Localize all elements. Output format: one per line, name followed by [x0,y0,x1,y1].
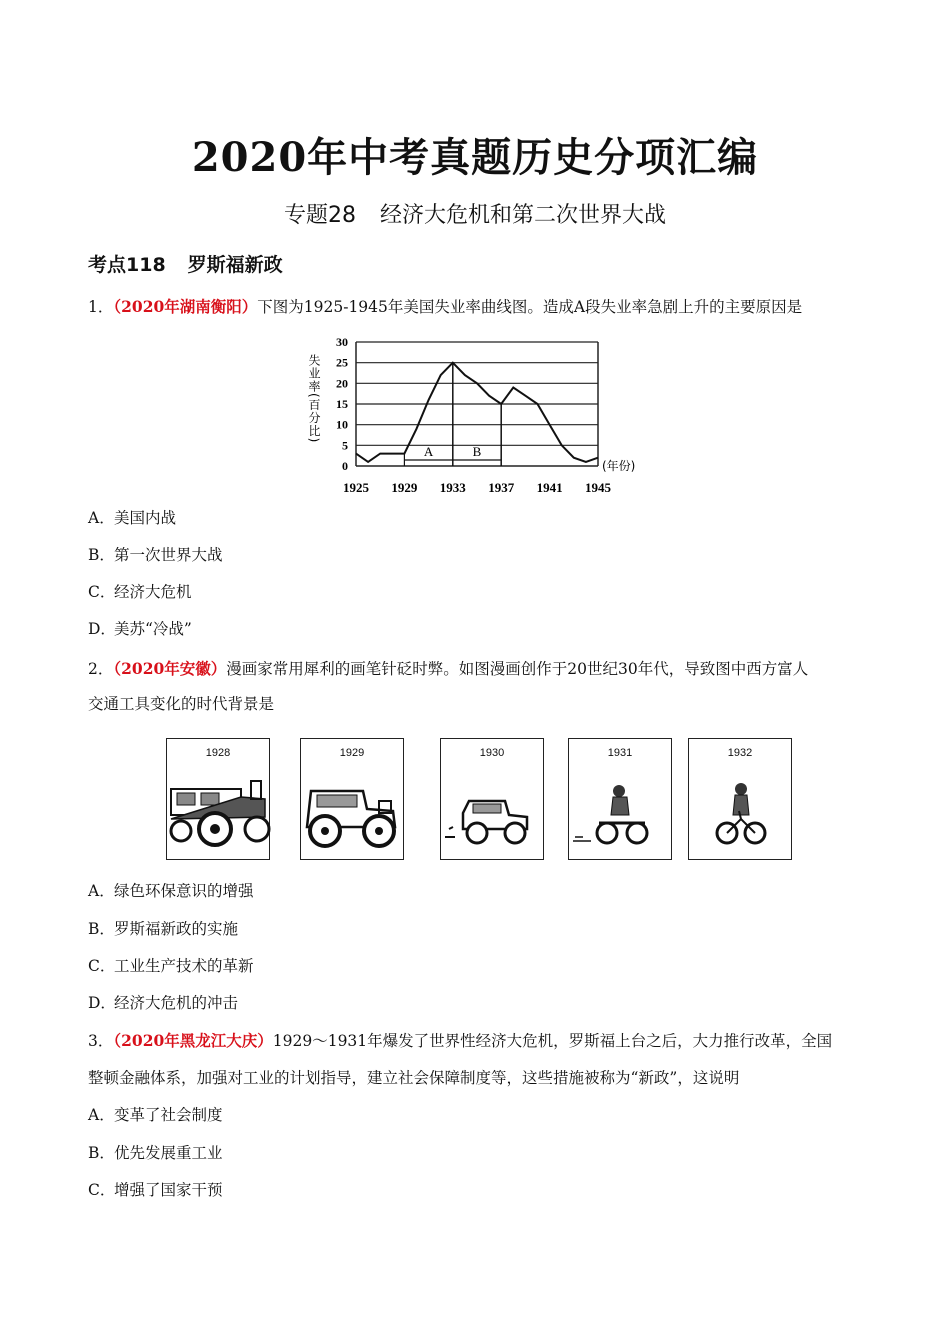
question-2-stem-cont: 交通工具变化的时代背景是 [88,695,275,713]
comic-panel [688,738,792,860]
page-title: 2020年中考真题历史分项汇编 [191,134,759,181]
question-number: 2． [88,660,114,678]
comic-strip [166,738,796,862]
y-tick-label: 15 [336,397,348,411]
comic-year: 1929 [339,747,365,759]
bicycle-icon [689,767,791,857]
question-text: 下图为1925-1945年美国失业率曲线图。造成A段失业率急剧上升的主要原因是 [257,298,803,316]
question-text: 漫画家常用犀利的画笔针砭时弊。如图漫画创作于20世纪30年代，导致图中西方富人 [226,660,809,678]
section-heading [88,250,283,277]
option-label: B． [88,546,115,564]
option-label: B． [88,920,115,938]
option-text: 美苏“冷战” [114,620,192,638]
comic-year: 1931 [607,747,633,759]
y-tick-label: 25 [336,355,348,370]
unemployment-chart [300,322,636,500]
motorcycle-icon [569,767,671,857]
option-text: 增强了国家干预 [114,1181,223,1199]
x-tick-label: 1929 [391,480,418,495]
x-axis-label: (年份) [602,459,636,473]
segment-label-b: B [472,444,482,459]
option-label: B． [88,1144,115,1162]
question-3-stem-cont: 整顿金融体系，加强对工业的计划指导，建立社会保障制度等，这些措施被称为“新政”，这说明 [88,1069,740,1087]
x-tick-label: 1925 [343,480,369,495]
comic-panel [440,738,544,860]
x-tick-label: 1937 [488,480,515,495]
x-tick-label: 1945 [585,480,611,495]
option-label: A． [88,1106,115,1124]
subtitle-number: 专题28 [283,203,356,228]
small-car-icon [441,767,543,857]
question-3-option-a [88,1104,223,1126]
option-label: C． [88,957,116,975]
vintage-car-icon [301,767,403,857]
x-tick-label: 1941 [536,480,563,495]
question-3-option-c [88,1179,223,1201]
y-axis-label: 失业率(百分比) [307,354,321,444]
question-1-option-b [88,544,223,566]
question-2-option-d [88,992,238,1014]
chart-svg [300,322,636,500]
option-label: C． [88,583,116,601]
question-number: 3． [88,1032,114,1050]
option-label: D． [88,620,116,638]
subtitle [0,198,950,229]
option-text: 绿色环保意识的增强 [114,882,254,900]
y-tick-label: 10 [336,417,348,432]
option-text: 美国内战 [114,509,177,527]
option-text: 经济大危机 [114,583,192,601]
question-3-stem [88,1030,868,1052]
question-text: 1929～1931年爆发了世界性经济大危机，罗斯福上台之后，大力推行改革，全国 [272,1032,833,1050]
comic-year: 1930 [479,747,505,759]
comic-panel [300,738,404,860]
option-label: D． [88,994,116,1012]
question-2-option-a [88,880,254,902]
option-text: 优先发展重工业 [114,1144,223,1162]
option-label: C． [88,1181,116,1199]
question-source: （2020年湖南衡阳） [113,297,258,316]
question-2-option-b [88,918,238,940]
option-text: 变革了社会制度 [114,1106,223,1124]
comic-panel [166,738,270,860]
option-text: 工业生产技术的革新 [114,957,254,975]
question-1-option-d [88,618,192,640]
comic-panel [568,738,672,860]
comic-year: 1932 [727,747,753,759]
question-source: （2020年黑龙江大庆） [113,1031,273,1050]
section-number: 考点118 [88,254,166,276]
question-source: （2020年安徽） [113,659,227,678]
question-1-option-c [88,581,192,603]
comic-year: 1928 [205,747,231,759]
section-topic: 罗斯福新政 [187,254,283,276]
question-1-option-a [88,507,176,529]
question-number: 1． [88,298,114,316]
option-text: 罗斯福新政的实施 [114,920,239,938]
large-car-icon [167,767,269,857]
question-3-option-b [88,1142,223,1164]
option-label: A． [88,882,115,900]
x-tick-label: 1933 [439,480,466,495]
question-1-stem [88,296,868,318]
question-2-option-c [88,955,254,977]
y-tick-label: 5 [342,438,348,453]
option-label: A． [88,509,115,527]
option-text: 经济大危机的冲击 [114,994,239,1012]
question-2-stem [88,658,868,680]
y-tick-label: 20 [336,376,348,391]
option-text: 第一次世界大战 [114,546,223,564]
segment-label-a: A [423,444,434,459]
y-tick-label: 0 [342,459,348,473]
y-tick-label: 30 [336,335,348,349]
subtitle-topic: 经济大危机和第二次世界大战 [379,203,666,228]
